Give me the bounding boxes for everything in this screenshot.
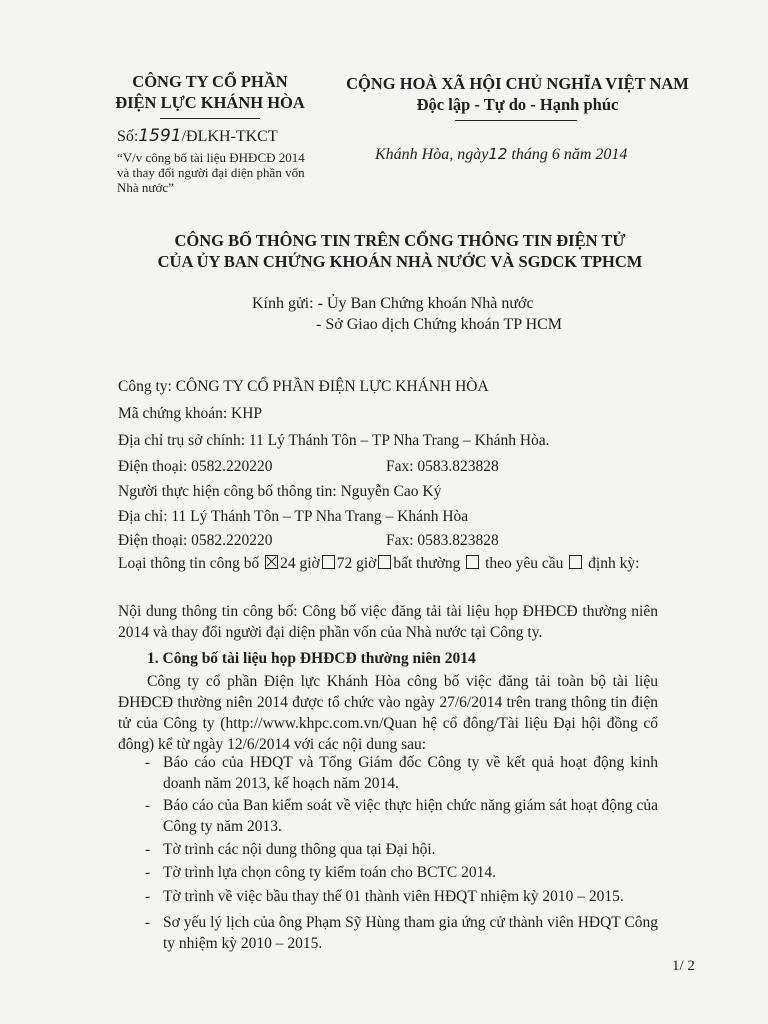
option-on-request: theo yêu cầu xyxy=(485,555,564,572)
title-line2: CỦA ỦY BAN CHỨNG KHOÁN NHÀ NƯỚC VÀ SGDCK TPHCM xyxy=(157,252,643,271)
disclosure-type-row xyxy=(118,553,639,574)
nation-title: CỘNG HOÀ XÃ HỘI CHỦ NGHĨA VIỆT NAM xyxy=(346,74,689,93)
bullet-marker: - xyxy=(145,888,151,905)
recipient-1: - Ủy Ban Chứng khoán Nhà nước xyxy=(317,295,534,312)
title-line1: CÔNG BỐ THÔNG TIN TRÊN CỔNG THÔNG TIN ĐIỆN TỬ xyxy=(174,231,626,250)
nation-motto: Độc lập - Tự do - Hạnh phúc xyxy=(416,95,619,114)
info-ticker: Mã chứng khoán: KHP xyxy=(118,405,263,422)
option-72h: 72 giờ xyxy=(336,555,377,572)
bullet-item-1: Báo cáo của HĐQT và Tổng Giám đốc Công ty về kết quả hoạt động kinh doanh năm 2013, kế hoạch năm 2014. xyxy=(163,754,658,792)
kinh-gui-label: Kính gửi: xyxy=(252,295,314,312)
recipient-label xyxy=(252,295,534,313)
checkbox-on-request[interactable] xyxy=(466,555,479,569)
info-fax-2: Fax: 0583.823828 xyxy=(386,532,499,549)
info-address-2: Địa chỉ: 11 Lý Thánh Tôn – TP Nha Trang – Khánh Hòa xyxy=(118,508,469,525)
section1-title: 1. Công bố tài liệu họp ĐHĐCĐ thường niên 2014 xyxy=(147,650,476,667)
bullet-item-5: Tờ trình về việc bầu thay thế 01 thành viên HĐQT nhiệm kỳ 2010 – 2015. xyxy=(163,888,624,905)
company-name-line2: ĐIỆN LỰC KHÁNH HÒA xyxy=(115,93,305,112)
option-periodic: định kỳ: xyxy=(588,555,640,572)
checkbox-72h[interactable] xyxy=(322,555,335,569)
subject-line2: và thay đổi người đại diện phần vốn xyxy=(117,165,305,180)
bullet-marker: - xyxy=(145,914,151,931)
info-phone-2: Điện thoại: 0582.220220 xyxy=(118,532,273,549)
info-fax: Fax: 0583.823828 xyxy=(386,458,499,475)
bullet-marker: - xyxy=(145,754,151,771)
subject-line3: Nhà nước” xyxy=(117,180,174,195)
checkbox-irregular[interactable] xyxy=(378,555,391,569)
option-24h: 24 giờ xyxy=(280,555,320,572)
document-date xyxy=(375,145,627,164)
info-address: Địa chỉ trụ sở chính: 11 Lý Thánh Tôn – TP Nha Trang – Khánh Hòa. xyxy=(118,432,550,449)
doc-no-suffix: /ĐLKH-TKCT xyxy=(181,128,278,145)
bullet-marker: - xyxy=(145,797,151,814)
bullet-item-2: Báo cáo của Ban kiểm soát về việc thực hiện chức năng giám sát hoạt động của Công ty năm 2013. xyxy=(163,797,658,835)
doc-no-prefix: Số: xyxy=(117,128,139,145)
document-number xyxy=(117,126,278,146)
bullet-marker: - xyxy=(145,864,151,881)
company-name-line1: CÔNG TY CỔ PHẦN xyxy=(132,72,288,91)
bullet-item-4: Tờ trình lựa chọn công ty kiểm toán cho BCTC 2014. xyxy=(163,864,497,881)
date-prefix: Khánh Hòa, ngày xyxy=(375,146,489,163)
date-suffix: tháng 6 năm 2014 xyxy=(511,146,628,163)
disclosure-type-label: Loại thông tin công bố xyxy=(118,555,260,572)
option-irregular: bất thường xyxy=(393,555,461,572)
checkbox-periodic[interactable] xyxy=(569,555,582,569)
bullet-item-6: Sơ yếu lý lịch của ông Phạm Sỹ Hùng tham gia ứng cử thành viên HĐQT Công ty nhiệm kỳ 2010 – 2015. xyxy=(163,914,658,952)
info-phone: Điện thoại: 0582.220220 xyxy=(118,458,273,475)
bullet-marker: - xyxy=(145,841,151,858)
content-intro: Nội dung thông tin công bố: Công bố việc đăng tải tài liệu họp ĐHĐCĐ thường niên 2014 và thay đổi người đại diện phần vốn của Nhà nước tại Công ty. xyxy=(118,603,658,641)
subject-line1: “V/v công bố tài liệu ĐHĐCĐ 2014 xyxy=(117,150,305,165)
recipient-2: - Sở Giao dịch Chứng khoán TP HCM xyxy=(316,316,563,333)
info-company: Công ty: CÔNG TY CỔ PHẦN ĐIỆN LỰC KHÁNH HÒA xyxy=(118,378,489,395)
info-discloser: Người thực hiện công bố thông tin: Nguyễn Cao Ký xyxy=(118,483,442,500)
section1-paragraph: Công ty cổ phần Điện lực Khánh Hòa công bố việc đăng tải toàn bộ tài liệu ĐHĐCĐ thường niên 2014 được tổ chức vào ngày 27/6/2014 trên trang thông tin điện tử của Công ty (http://www.khpc.com.vn/Quan hệ cổ đông/Tài liệu Đại hội đồng cổ đông) kể từ ngày 12/6/2014 với các nội dung sau: xyxy=(118,673,658,753)
page-number: 1/ 2 xyxy=(672,958,695,974)
bullet-item-3: Tờ trình các nội dung thông qua tại Đại hội. xyxy=(163,841,436,858)
date-handwritten: 12 xyxy=(488,145,508,163)
doc-no-handwritten: 1591 xyxy=(138,126,182,146)
company-underline xyxy=(160,118,260,119)
checkbox-24h-checked[interactable] xyxy=(265,555,278,569)
motto-underline xyxy=(455,120,577,121)
